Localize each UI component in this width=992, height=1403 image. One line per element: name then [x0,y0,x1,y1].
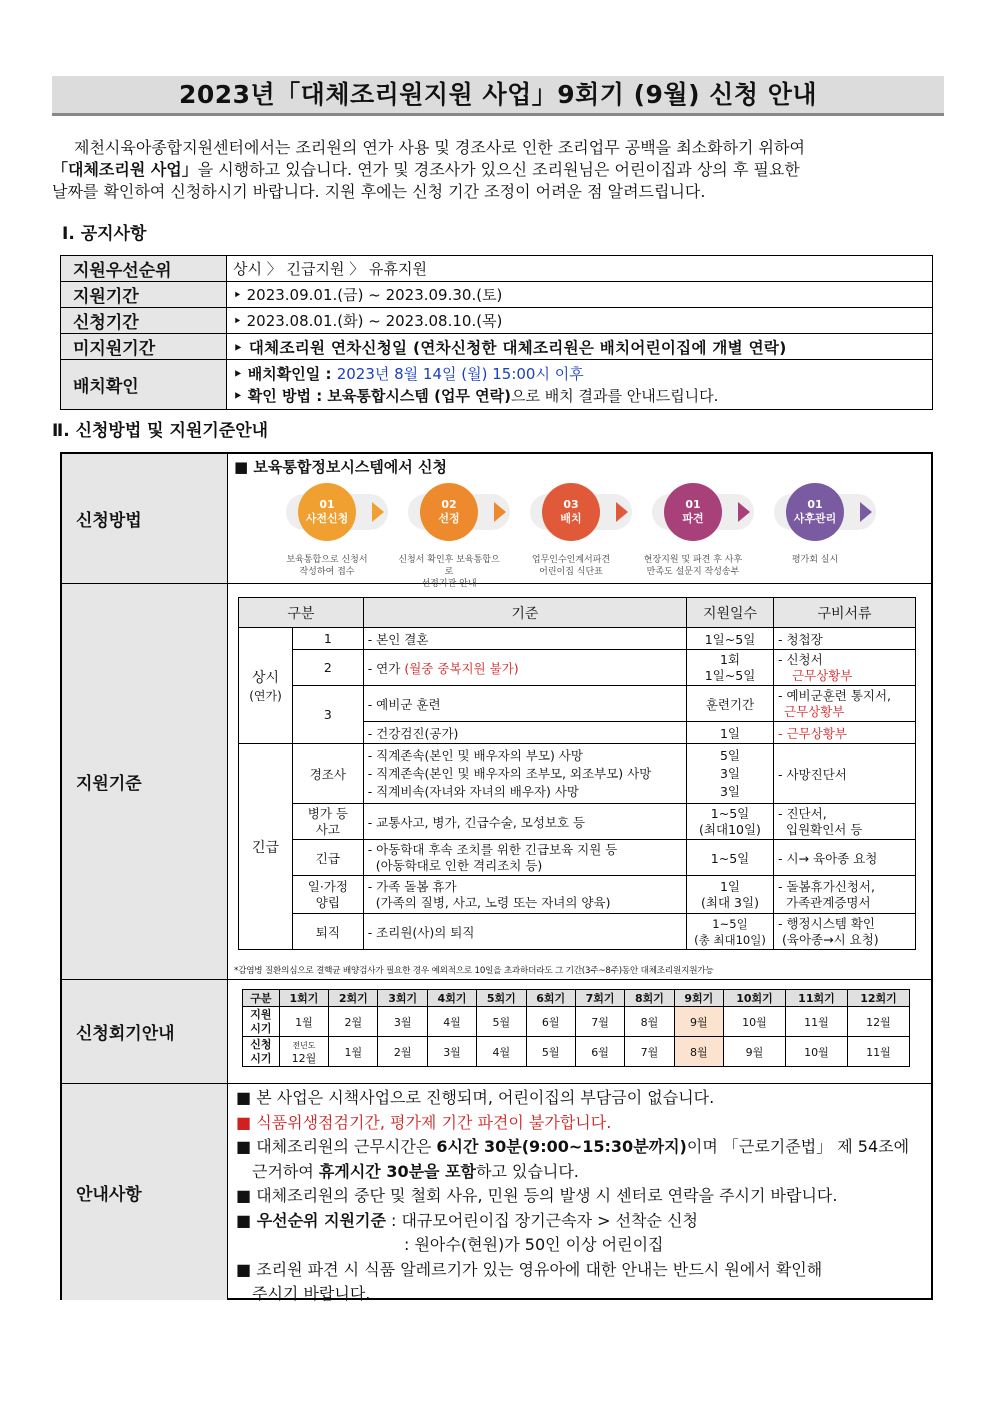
step-name: 사후관리 [793,512,837,525]
support-month: 10월 [723,1007,785,1037]
chevron-right-icon [860,502,872,522]
intro-paragraph [52,137,945,203]
apply-month: 3월 [427,1037,476,1067]
apply-label: 시기 [250,1051,272,1065]
step-circle [298,483,356,541]
page-title: 2023년「대체조리원지원 사업」9회기 (9월) 신청 안내 [52,76,944,116]
row-docs: 가족관계증명서 [786,894,871,910]
row-days: 1~5일 [710,805,750,821]
chevron-right-icon [494,502,506,522]
notice-row-apply-period [61,308,933,334]
row-std: - 본인 결혼 [363,628,686,650]
notice-value: 상시 〉 긴급지원 〉 유휴지원 [227,256,933,282]
placement-date-label: ‣ 배치확인일 : [233,364,337,383]
step-circle [664,483,722,541]
section1-heading: Ⅰ. 공지사항 [62,224,147,244]
row-std: - 건강검진(공가) [363,722,686,744]
row-cat: 퇴직 [293,914,364,950]
table-row [239,840,916,876]
notice-value: ‣ 2023.08.01.(화) ~ 2023.08.10.(목) [227,308,933,334]
row-std: (아동학대로 인한 격리조치 등) [375,857,543,873]
rounds-header-cell: 5회기 [477,990,526,1007]
row-cat: 사고 [315,821,340,837]
apply-month: 4월 [477,1037,526,1067]
row-docs: - 청첩장 [774,628,916,650]
step-name: 선정 [438,512,460,525]
rounds-cell [228,980,931,1084]
step-name: 배치 [560,512,582,525]
row-cat: 경조사 [293,744,364,804]
table-row [239,804,916,840]
guide-line: 주시기 바랍니다. [252,1284,371,1303]
row-days: 5일 [719,747,741,763]
support-month: 8월 [625,1007,674,1037]
rounds-apply-row [243,1037,910,1067]
rounds-table [242,989,910,1067]
step-caption-line: 현장지원 및 파견 후 사후 [643,555,743,565]
apply-method-label [62,454,228,584]
criteria-footnote: *감염병 질환의심으로 결핵균 배양검사가 필요한 경우 예외적으로 10일을 초과하더라도 그 기간(3주~8주)동안 대체조리원지원가능 [234,966,714,976]
row-docs: 입원확인서 등 [786,821,863,837]
row-cat: 양립 [315,894,340,910]
step-caption [638,554,748,578]
chevron-right-icon [372,502,384,522]
apply-method-label-text: 신청방법 [76,511,142,531]
apply-month: 11월 [847,1037,909,1067]
apply-month: 1월 [329,1037,378,1067]
row-docs: 근무상황부 [784,703,845,719]
row-days: (총 최대10일) [694,932,766,947]
row-no: 3 [293,686,364,744]
row-std: - 조리원(사)의 퇴직 [363,914,686,950]
guide-cell [228,1084,931,1303]
guide-line: : 원아수(현원)가 50인 이상 어린이집 [404,1235,664,1254]
col-header: 구분 [239,598,364,628]
apply-first: 전년도 [292,1040,316,1050]
guide-line: 이며 「근로기준법」 제 54조에 [686,1137,910,1156]
guide-line: 근거하여 [252,1161,319,1181]
row-docs: - 시→ 육아종 요청 [774,840,916,876]
step-caption [516,554,626,578]
intro-program-name: 「대체조리원 사업」 [52,160,198,179]
row-days: 1회 [719,651,741,667]
criteria-label-text: 지원기준 [76,774,142,794]
row-cat: 병가 등 [307,805,348,821]
apply-month: 6월 [575,1037,624,1067]
guide-label-text: 안내사항 [76,1184,142,1205]
notice-label: 미지원기간 [61,334,227,360]
apply-month: 2월 [378,1037,427,1067]
rounds-header-row [243,990,910,1007]
row-std: - 연가 [367,660,405,676]
step-caption-line: 선정기관 안내 [421,579,477,589]
placement-method-label: ‣ 확인 방법 : 보육통합시스템 (업무 연락) [233,386,511,405]
notice-label: 지원기간 [61,282,227,308]
row-days: 1일 [719,878,741,894]
step-number: 02 [441,498,457,511]
row-days: 3일 [719,783,741,799]
support-month: 9월 [674,1007,723,1037]
apply-month: 7월 [625,1037,674,1067]
row-days: (최대10일) [699,821,761,837]
placement-date-value: 2023년 8월 14일 (월) 15:00시 이후 [336,364,584,383]
row-docs: - 근무상황부 [774,722,916,744]
step-circle [542,483,600,541]
guide-label [62,1084,228,1300]
guide-break: 휴게시간 30분을 포함 [318,1161,476,1181]
col-header: 구비서류 [774,598,916,628]
rounds-header-cell: 8회기 [625,990,674,1007]
row-no: 1 [293,628,364,650]
step-number: 01 [685,498,701,511]
step-caption-line: 작성하여 접수 [299,567,355,577]
row-std: - 직계비속(자녀와 자녀의 배우자) 사망 [367,783,579,799]
support-month: 3월 [378,1007,427,1037]
apply-month: 9월 [723,1037,785,1067]
notice-label: 지원우선순위 [61,256,227,282]
step-caption [760,554,870,566]
guide-line: : 대규모어린이집 장기근속자 > 선착순 신청 [385,1210,698,1230]
row-docs: - 진단서, [778,805,827,821]
row-cat: 긴급 [293,840,364,876]
step-number: 01 [807,498,823,511]
step-caption-line: 보육통합으로 신청서 [286,555,368,565]
section2-heading: Ⅱ. 신청방법 및 지원기준안내 [52,421,269,441]
row-std: - 교통사고, 병가, 긴급수술, 모성보호 등 [363,804,686,840]
notice-table [60,255,933,410]
placement-method-rest: 으로 배치 결과를 안내드립니다. [510,386,719,405]
step-caption-line: 평가회 실시 [791,555,839,565]
apply-first: 12월 [291,1051,317,1065]
row-no: 2 [293,650,364,686]
notice-row-period [61,282,933,308]
rounds-header-cell: 2회기 [329,990,378,1007]
step-number: 03 [563,498,579,511]
row-cat: 일·가정 [307,878,348,894]
notice-label: 신청기간 [61,308,227,334]
notice-value: ‣ 2023.09.01.(금) ~ 2023.09.30.(토) [227,282,933,308]
row-std: - 직계존속(본인 및 배우자의 부모) 사망 [367,747,583,763]
row-days: 1일~5일 [704,667,756,683]
support-month: 2월 [329,1007,378,1037]
table-row [239,876,916,914]
col-header: 지원일수 [687,598,774,628]
guide-line: ■ 본 사업은 시책사업으로 진행되며, 어린이집의 부담금이 없습니다. [236,1088,715,1107]
step-name: 파견 [682,512,704,525]
row-docs: - 돌봄휴가신청서, [778,878,875,894]
table-row [239,914,916,950]
guide-line: ■ 식품위생점검기간, 평가제 기간 파견이 불가합니다. [236,1112,612,1132]
row-docs: (육아종→시 요청) [782,931,879,947]
apply-label: 신청 [250,1037,272,1051]
row-docs: 근무상황부 [792,667,853,683]
step-caption-line: 만족도 설문지 작성송부 [646,567,740,577]
row-std: (가족의 질병, 사고, 노령 또는 자녀의 양육) [375,894,611,910]
rounds-label-text: 신청회기안내 [76,1024,175,1044]
row-std: - 예비군 훈련 [363,686,686,722]
guide-line: ■ 대체조리원의 근무시간은 [236,1137,437,1156]
rounds-header-cell: 6회기 [526,990,575,1007]
chevron-right-icon [616,502,628,522]
support-month: 12월 [847,1007,909,1037]
step-caption-line: 신청서 확인후 보육통합으로 [398,555,500,577]
rounds-header-cell: 12회기 [847,990,909,1007]
group-regular-sub: (연가) [249,689,282,703]
support-label: 시기 [250,1021,272,1035]
group-regular: 상시 [251,670,280,686]
rounds-label [62,980,228,1084]
support-month: 1월 [279,1007,328,1037]
notice-value: ‣ 대체조리원 연차신청일 (연차신청한 대체조리원은 배치어린이집에 개별 연락) [227,334,933,360]
support-month: 6월 [526,1007,575,1037]
chevron-right-icon [738,502,750,522]
rounds-header-cell: 3회기 [378,990,427,1007]
row-docs: - 행정시스템 확인 [778,915,875,931]
support-month: 7월 [575,1007,624,1037]
guide-priority: ■ 우선순위 지원기준 [236,1210,386,1230]
support-month: 5월 [477,1007,526,1037]
rounds-header-cell: 10회기 [723,990,785,1007]
row-std: - 직계존속(본인 및 배우자의 조부모, 외조부모) 사망 [367,765,652,781]
notice-row-placement [61,360,933,410]
intro-line1: 제천시육아종합지원센터에서는 조리원의 연가 사용 및 경조사로 인한 조리업무 공백을 최소화하기 위하여 [74,138,805,157]
step-caption [272,554,382,578]
criteria-table [238,597,916,950]
guide-line: ■ 대체조리원의 중단 및 철회 사유, 민원 등의 발생 시 센터로 연락을 주시기 바랍니다. [236,1186,838,1205]
notice-row-priority [61,256,933,282]
row-days: 훈련기간 [687,686,774,722]
table-row [239,650,916,686]
row-days: 3일 [719,765,741,781]
row-docs: - 신청서 [778,651,823,667]
apply-heading: ■ 보육통합정보시스템에서 신청 [234,458,447,476]
row-std-note: (월중 중복지원 불가) [404,660,519,676]
support-label: 지원 [250,1007,272,1021]
row-std: - 가족 돌봄 휴가 [367,878,457,894]
guide-line: ■ 조리원 파견 시 식품 알레르기가 있는 영유아에 대한 안내는 반드시 원에서 확인해 [236,1259,823,1279]
group-emergency: 긴급 [239,744,293,950]
step-caption-line: 업무인수인계서파견 [531,555,611,565]
criteria-cell [228,584,931,980]
row-days: (최대 3일) [701,894,759,910]
intro-line3: 날짜를 확인하여 신청하시기 바랍니다. 지원 후에는 신청 기간 조정이 어려운 점 알려드립니다. [52,182,706,201]
step-caption-line: 어린이집 식단표 [539,567,603,577]
row-days: 1~5일 [687,840,774,876]
criteria-label [62,584,228,980]
row-docs: - 사망진단서 [774,744,916,804]
guide-line: 하고 있습니다. [475,1161,579,1181]
row-days: 1일 [687,722,774,744]
guide-hours: 6시간 30분(9:00~15:30분까지) [436,1137,687,1156]
support-month: 4월 [427,1007,476,1037]
rounds-header-cell: 구분 [243,990,280,1007]
rounds-header-cell: 4회기 [427,990,476,1007]
rounds-header-cell: 1회기 [279,990,328,1007]
notice-row-unsupported [61,334,933,360]
rounds-header-cell: 7회기 [575,990,624,1007]
col-header: 기준 [363,598,686,628]
rounds-header-cell: 11회기 [785,990,847,1007]
step-name: 사전신청 [305,512,349,525]
application-section [60,452,933,1303]
support-month: 11월 [785,1007,847,1037]
row-days: 1일~5일 [687,628,774,650]
table-row [239,744,916,804]
table-row [239,686,916,722]
apply-month: 8월 [674,1037,723,1067]
apply-month: 10월 [785,1037,847,1067]
intro-line2: 을 시행하고 있습니다. 연가 및 경조사가 있으신 조리원님은 어린이집과 상의 후 필요한 [197,160,800,179]
row-std: - 아동학대 후속 조치를 위한 긴급보육 지원 등 [367,841,618,857]
apply-month: 5월 [526,1037,575,1067]
step-circle [786,483,844,541]
table-row [239,628,916,650]
row-docs: - 예비군훈련 통지서, [778,687,892,703]
row-days: 1~5일 [712,916,748,931]
apply-method-cell [228,454,931,589]
notice-label: 배치확인 [61,360,227,410]
rounds-support-row [243,1007,910,1037]
rounds-header-cell: 9회기 [674,990,723,1007]
step-number: 01 [319,498,335,511]
step-circle [420,483,478,541]
